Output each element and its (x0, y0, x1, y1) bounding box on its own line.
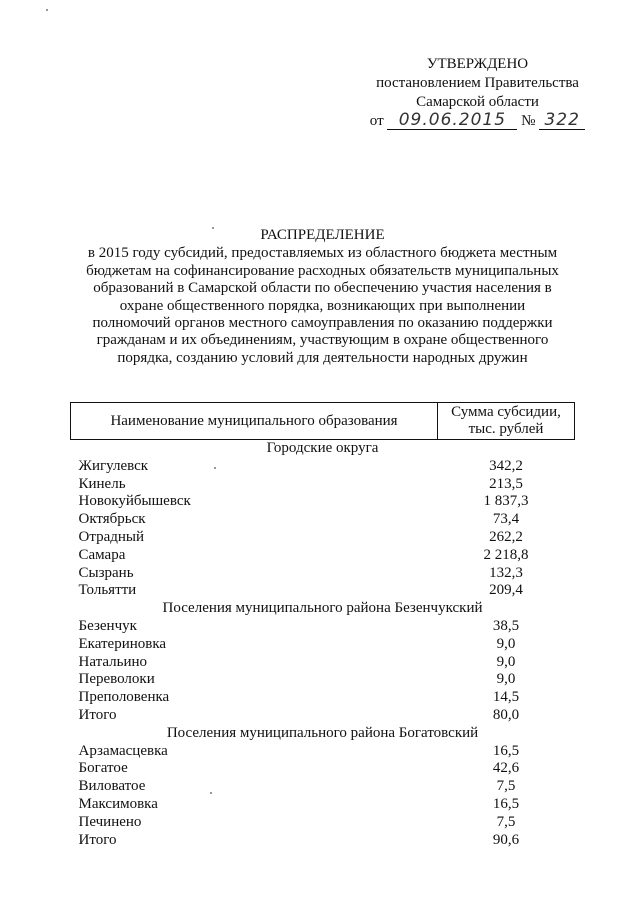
subsidy-amount: 7,5 (496, 778, 516, 795)
municipality-name: Виловатое (78, 778, 146, 795)
approval-region: Самарской области (416, 94, 539, 110)
table-row (71, 814, 575, 832)
date-prefix: от (369, 113, 384, 129)
section-title: Поселения муниципального района Богатовский (166, 724, 479, 741)
approval-date-line (360, 112, 595, 131)
subsidy-amount: 1 837,3 (483, 493, 529, 510)
subsidy-amount: 73,4 (492, 511, 520, 528)
table-row (71, 493, 575, 511)
approval-authority: постановлением Правительства (376, 75, 579, 91)
amount-header-line: Сумма субсидии, (451, 404, 561, 420)
table-row (71, 476, 575, 494)
section-header-row (71, 440, 575, 458)
subsidy-amount: 2 218,8 (483, 546, 529, 563)
handwritten-date: 09.06.2015 (398, 110, 507, 130)
subsidy-amount: 42,6 (492, 760, 520, 777)
subsidy-amount: 38,5 (492, 617, 520, 634)
municipality-name: Октябрьск (78, 511, 146, 528)
table-body (71, 440, 575, 850)
table-row (71, 760, 575, 778)
municipality-name: Самара (78, 546, 126, 563)
subsidy-amount: 90,6 (492, 831, 520, 848)
municipality-name: Богатое (78, 760, 128, 777)
table-row (71, 565, 575, 583)
municipality-name: Новокуйбышевск (78, 493, 191, 510)
municipality-name: Переволоки (78, 671, 155, 688)
section-header-row (71, 600, 575, 618)
table-row (71, 618, 575, 636)
approval-title: УТВЕРЖДЕНО (426, 56, 529, 72)
table-row (71, 529, 575, 547)
table-row (71, 582, 575, 600)
municipality-name: Кинель (78, 475, 126, 492)
description-line: в 2015 году субсидий, предоставляемых из областного бюджета местным (87, 245, 558, 262)
municipality-name: Отрадный (78, 528, 144, 545)
description-line: образований в Самарской области по обеспечению участия населения в (93, 280, 552, 297)
municipality-name: Итого (78, 831, 117, 848)
subsidy-amount: 342,2 (489, 457, 523, 474)
description-line: охране общественного порядка, возникающих при выполнении (119, 297, 526, 314)
municipality-name: Тольятти (78, 582, 137, 599)
municipality-name: Безенчук (78, 617, 137, 634)
subsidy-amount: 209,4 (489, 582, 523, 599)
municipality-name: Итого (78, 706, 117, 723)
subsidy-amount: 132,3 (489, 564, 523, 581)
subsidy-amount: 7,5 (496, 813, 516, 830)
subsidy-amount: 9,0 (496, 653, 516, 670)
column-header-name: Наименование муниципального образования (71, 403, 438, 440)
municipality-name: Преполовенка (78, 689, 170, 706)
municipality-name: Натальино (78, 653, 148, 670)
section-title: Городские округа (266, 440, 379, 456)
section-header-row (71, 725, 575, 743)
subsidy-amount: 9,0 (496, 635, 516, 652)
table-row (71, 689, 575, 707)
document-description (70, 245, 575, 367)
amount-header-line: тыс. рублей (468, 421, 544, 437)
municipality-name: Жигулевск (78, 457, 149, 474)
municipality-name: Екатериновка (78, 635, 167, 652)
subsidy-amount: 9,0 (496, 671, 516, 688)
subsidy-amount: 16,5 (492, 742, 520, 759)
description-line: гражданам и их объединениям, участвующим в охране общественного (96, 332, 549, 349)
municipality-name: Сызрань (78, 564, 134, 581)
subsidy-amount: 14,5 (492, 689, 520, 706)
table-row (71, 832, 575, 850)
number-prefix: № (521, 113, 536, 129)
scan-speck (46, 9, 48, 11)
table-row (71, 458, 575, 476)
subsidy-amount: 16,5 (492, 795, 520, 812)
municipality-name: Арзамасцевка (78, 742, 168, 759)
table-row (71, 796, 575, 814)
table-row (71, 636, 575, 654)
subsidy-amount: 213,5 (489, 475, 523, 492)
description-line: полномочий органов местного самоуправления по оказанию поддержки (92, 315, 553, 332)
column-header-amount (438, 403, 575, 440)
municipality-name: Максимовка (78, 795, 158, 812)
table-row (71, 654, 575, 672)
description-line: бюджетам на софинансирование расходных обязательств муниципальных (86, 262, 559, 279)
table-row (71, 743, 575, 761)
section-title: Поселения муниципального района Безенчукский (162, 600, 483, 617)
table-row (71, 707, 575, 725)
description-line: порядка, созданию условий для деятельности народных дружин (117, 349, 528, 366)
document-heading: РАСПРЕДЕЛЕНИЕ (260, 227, 385, 243)
table-header-row (71, 403, 575, 440)
municipality-name: Печинено (78, 813, 142, 830)
handwritten-number: 322 (544, 110, 580, 130)
table-row (71, 778, 575, 796)
approval-stamp (360, 55, 595, 131)
subsidy-amount: 80,0 (492, 706, 520, 723)
table-row (71, 671, 575, 689)
document-title-block (70, 227, 575, 367)
table-row (71, 511, 575, 529)
subsidy-distribution-table (70, 402, 575, 849)
table-row (71, 547, 575, 565)
subsidy-amount: 262,2 (489, 528, 523, 545)
